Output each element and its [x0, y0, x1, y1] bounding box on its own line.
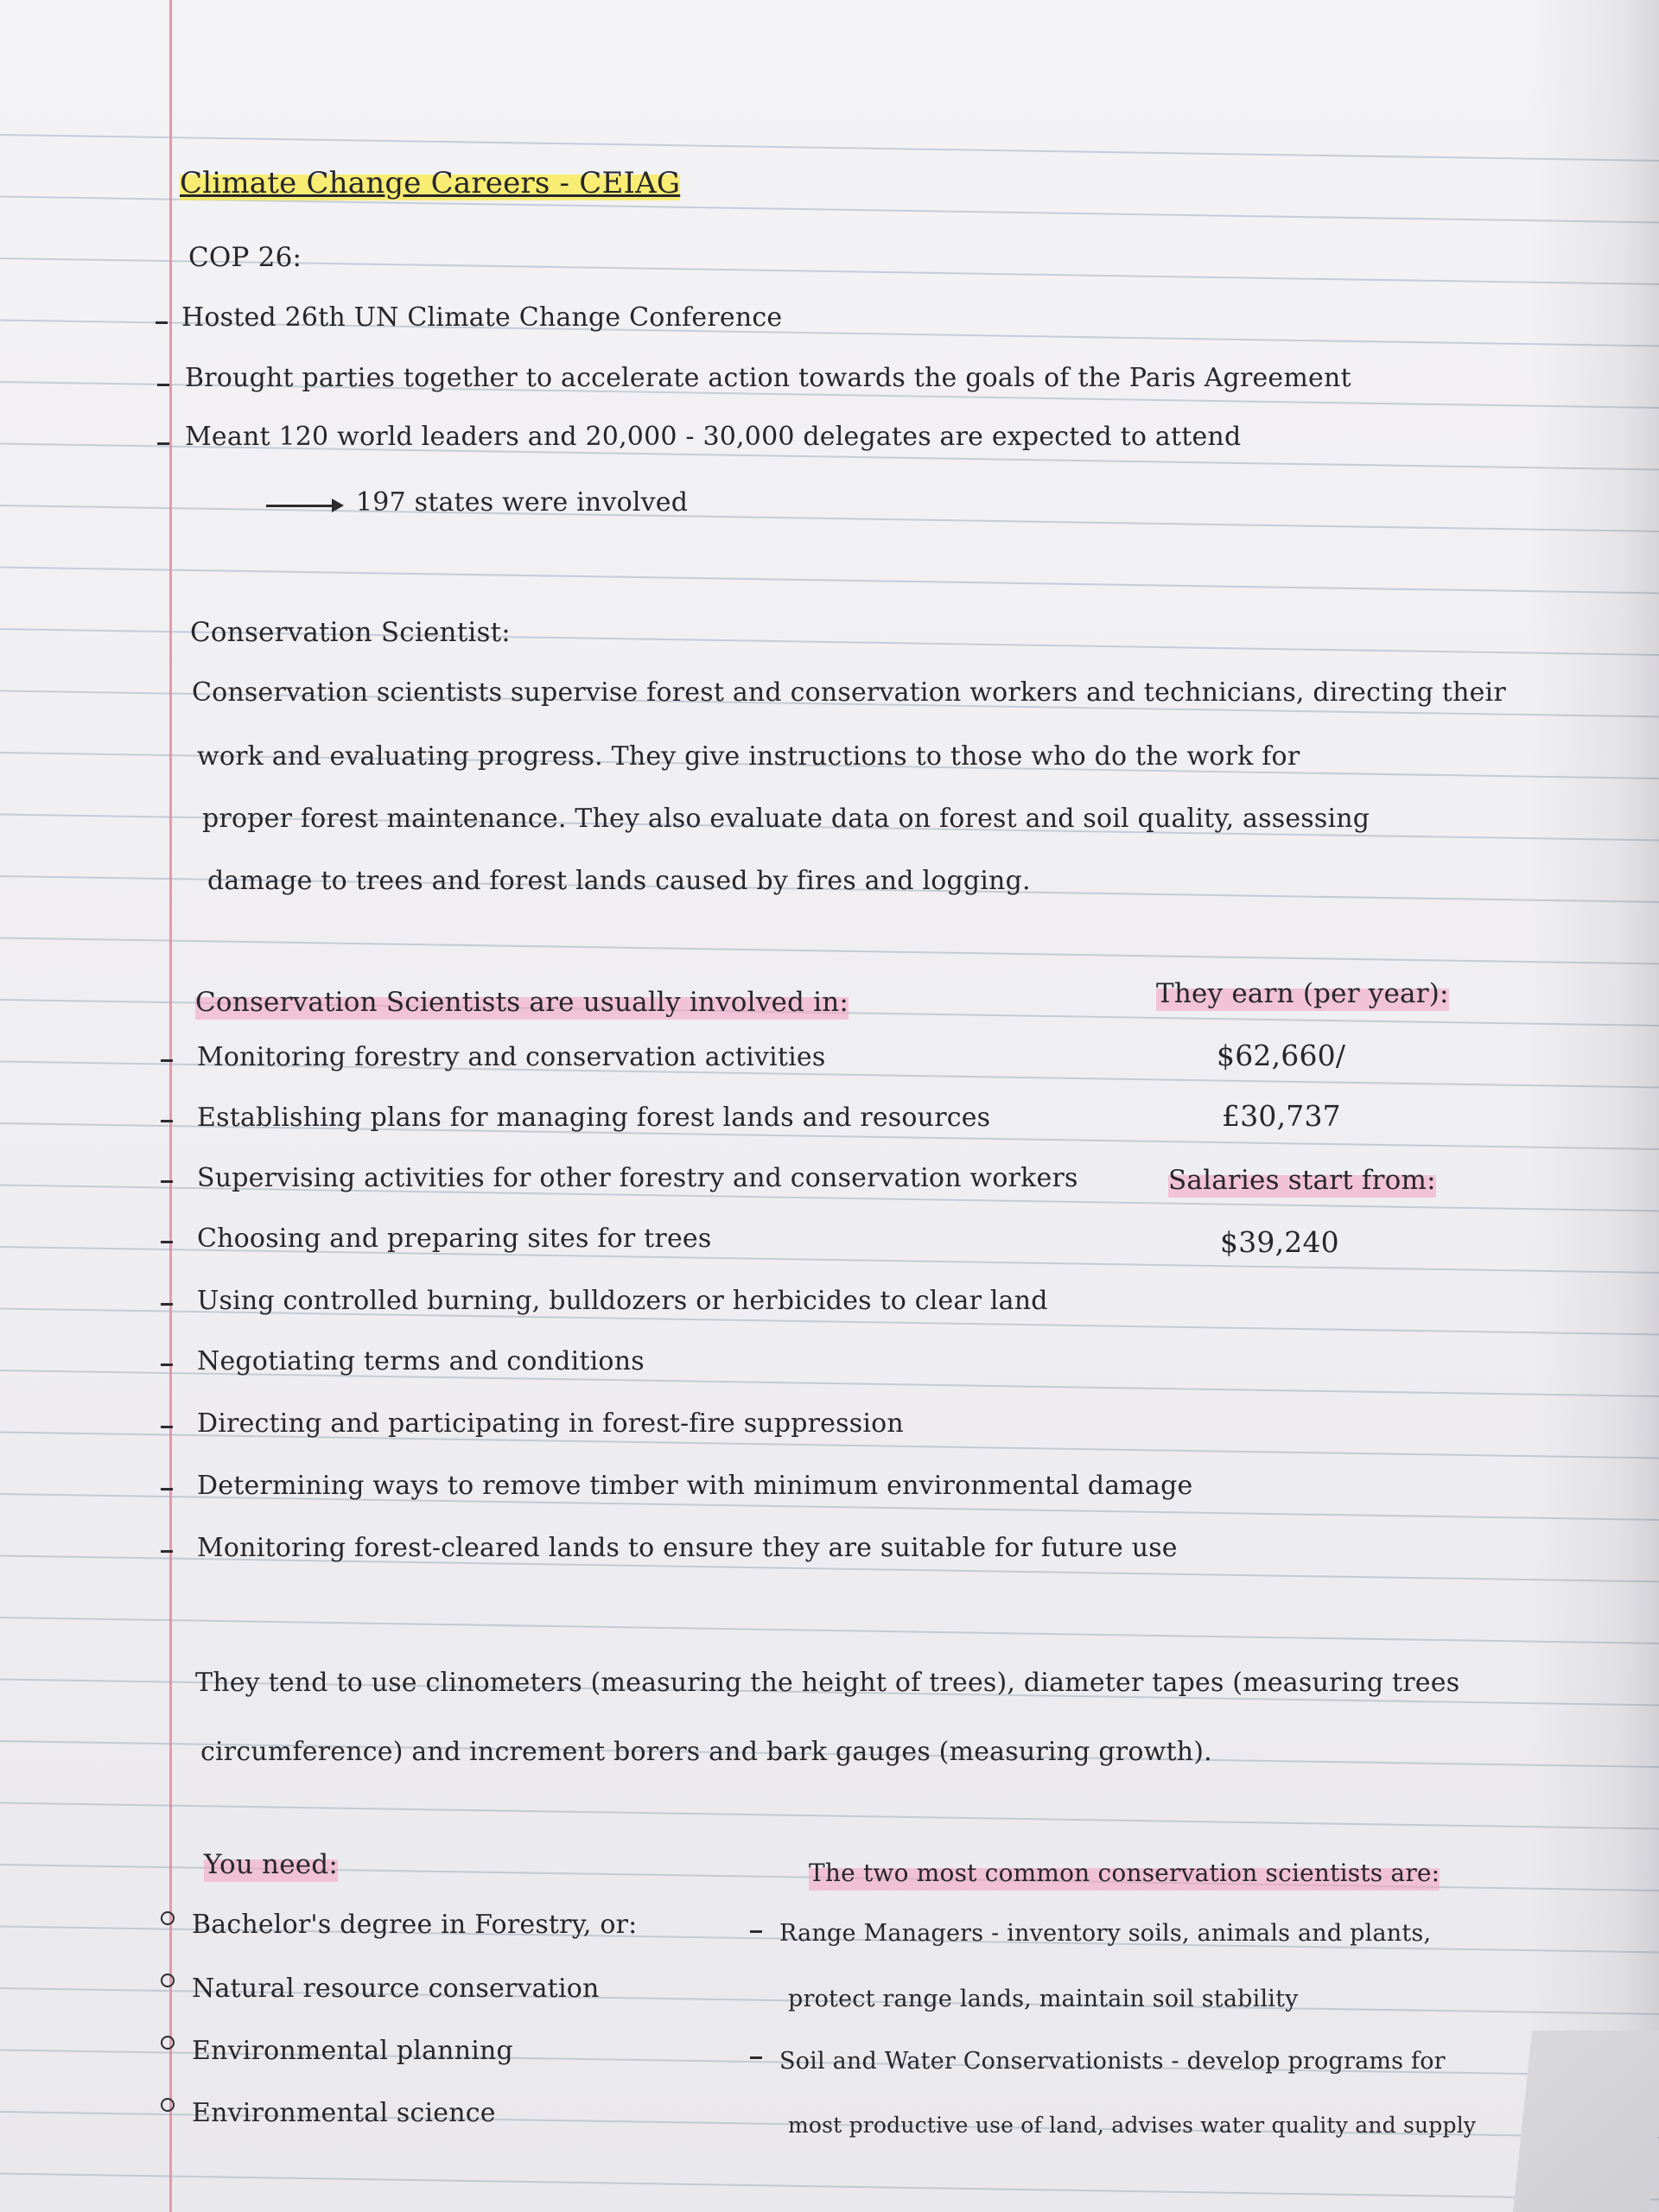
ruled-line: [0, 568, 1659, 594]
bullet-marker: [161, 2098, 175, 2112]
tools-line: They tend to use clinometers (measuring the height of trees), diameter tapes (measuring trees: [195, 1668, 1460, 1698]
ruled-line: [0, 2174, 1659, 2200]
ruled-line: [0, 197, 1659, 223]
involved-item: Monitoring forest-cleared lands to ensure they are suitable for future use: [197, 1533, 1178, 1563]
salary-start: $39,240: [1220, 1225, 1339, 1259]
involved-item: Establishing plans for managing forest lands and resources: [197, 1103, 991, 1133]
cop-note: 197 states were involved: [356, 487, 689, 518]
conservation-paragraph-line: damage to trees and forest lands caused by fires and logging.: [207, 866, 1031, 896]
ruled-line: [0, 1618, 1659, 1643]
types-item-line2: protect range lands, maintain soil stability: [788, 1986, 1299, 2012]
dash-marker: [750, 1930, 762, 1933]
involved-item: Directing and participating in forest-fire suppression: [197, 1408, 904, 1439]
dash-marker: [161, 1303, 173, 1306]
types-heading: The two most common conservation scientists are:: [809, 1856, 1440, 1891]
cop-item: Hosted 26th UN Climate Change Conference: [181, 302, 783, 333]
involved-item: Determining ways to remove timber with minimum environmental damage: [197, 1471, 1193, 1501]
tools-line: circumference) and increment borers and bark gauges (measuring growth).: [200, 1737, 1212, 1767]
dash-marker: [750, 2056, 762, 2059]
dash-marker: [156, 321, 168, 324]
need-item: Natural resource conservation: [192, 1974, 600, 2004]
bullet-marker: [161, 2036, 175, 2050]
dash-marker: [161, 1059, 173, 1062]
margin-line: [169, 0, 172, 2212]
need-heading: You need:: [204, 1849, 338, 1880]
dash-marker: [161, 1488, 173, 1491]
arrow-icon: [266, 505, 340, 507]
ruled-line: [0, 938, 1659, 964]
cop-item: Brought parties together to accelerate action towards the goals of the Paris Agreement: [185, 363, 1351, 393]
need-item: Environmental science: [192, 2098, 496, 2128]
dash-marker: [161, 1241, 173, 1243]
dash-marker: [157, 384, 169, 386]
start-heading: Salaries start from:: [1168, 1165, 1436, 1196]
types-item-line2: most productive use of land, advises water quality and supply: [788, 2113, 1477, 2138]
conservation-paragraph-line: work and evaluating progress. They give instructions to those who do the work for: [197, 741, 1300, 772]
dash-marker: [161, 1550, 173, 1553]
dash-marker: [157, 442, 169, 445]
ruled-line: [0, 1803, 1659, 1829]
earn-heading: They earn (per year):: [1156, 978, 1449, 1009]
dash-marker: [161, 1426, 173, 1428]
conservation-paragraph-line: proper forest maintenance. They also evaluate data on forest and soil quality, assessing: [202, 804, 1370, 834]
involved-heading: Conservation Scientists are usually involved in:: [195, 987, 849, 1018]
involved-item: Choosing and preparing sites for trees: [197, 1224, 712, 1254]
bullet-marker: [161, 1911, 175, 1925]
conservation-paragraph-line: Conservation scientists supervise forest and conservation workers and technicians, directing their: [192, 677, 1506, 708]
cop-heading: COP 26:: [188, 242, 302, 273]
need-item: Environmental planning: [192, 2036, 513, 2066]
involved-item: Monitoring forestry and conservation activities: [197, 1042, 826, 1072]
page-title: Climate Change Careers - CEIAG: [180, 166, 681, 200]
involved-item: Supervising activities for other forestry and conservation workers: [197, 1163, 1078, 1193]
ruled-line: [0, 135, 1659, 161]
cop-item: Meant 120 world leaders and 20,000 - 30,000 delegates are expected to attend: [185, 422, 1242, 452]
involved-item: Using controlled burning, bulldozers or herbicides to clear land: [197, 1286, 1048, 1316]
bullet-marker: [161, 1974, 175, 1987]
page-edge-shadow: [1529, 0, 1659, 2212]
underlying-page: [1513, 2031, 1659, 2212]
involved-item: Negotiating terms and conditions: [197, 1346, 645, 1376]
types-item-line1: Range Managers - inventory soils, animals and plants,: [779, 1920, 1432, 1947]
conservation-heading: Conservation Scientist:: [190, 617, 511, 648]
need-item: Bachelor's degree in Forestry, or:: [192, 1910, 638, 1940]
salary-usd: $62,660/: [1217, 1039, 1346, 1072]
salary-gbp: £30,737: [1222, 1099, 1341, 1133]
dash-marker: [161, 1363, 173, 1366]
dash-marker: [161, 1120, 173, 1122]
ruled-line: [0, 505, 1659, 531]
types-item-line1: Soil and Water Conservationists - develop programs for: [779, 2048, 1446, 2075]
dash-marker: [161, 1180, 173, 1183]
